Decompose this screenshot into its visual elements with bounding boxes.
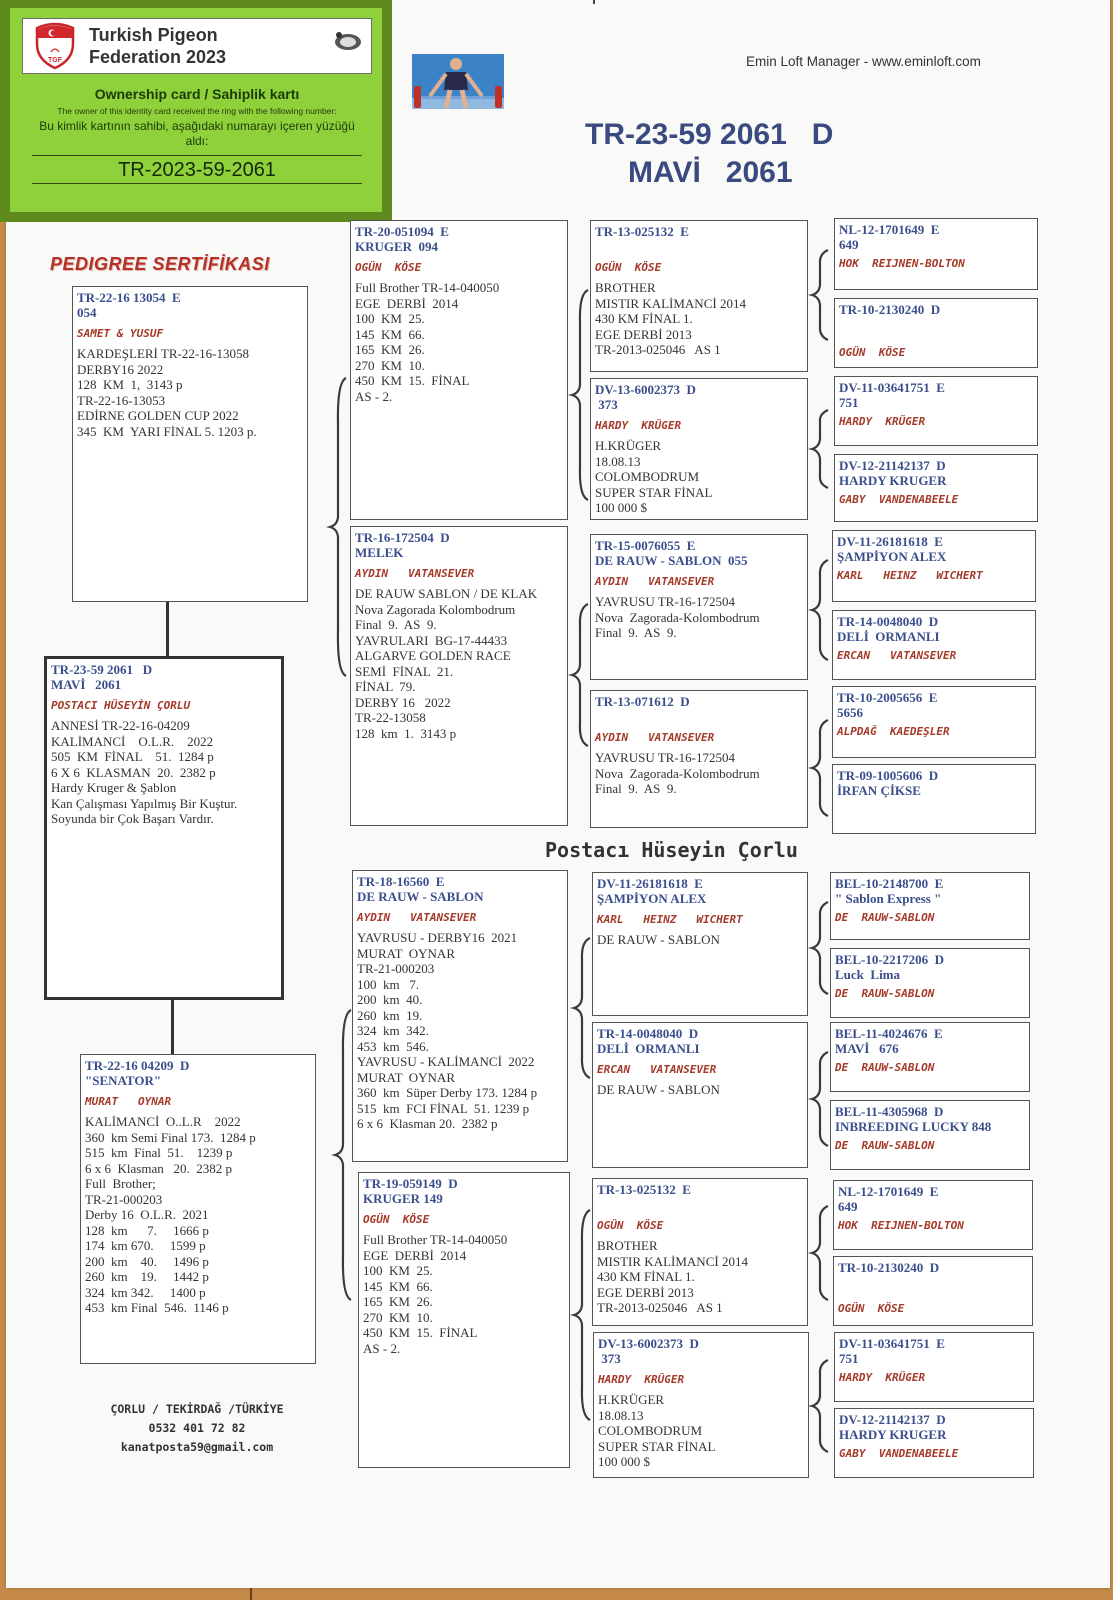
card-ring-number: TR-2023-59-2061	[32, 155, 362, 184]
breeder-name: POSTACI HÜSEYİN ÇORLU	[51, 699, 191, 712]
bird-notes: KARDEŞLERİ TR-22-16-13058 DERBY16 2022 128 KM 1, 3143 p TR-22-16-13053 EDİRNE GOLDEN CUP 2022 345 KM YARI FİNAL 5. 1203 p.	[77, 346, 257, 439]
gen4-box-10	[830, 948, 1030, 1018]
gen4-box-7	[832, 686, 1036, 758]
ring-number: TR-09-1005606 D İRFAN ÇİKSE	[837, 768, 939, 798]
weightlifter-image	[412, 54, 504, 109]
ring-number: DV-11-03641751 E 751	[839, 1336, 945, 1366]
bird-notes: DE RAUW - SABLON	[597, 1082, 720, 1097]
gen4-box-15	[834, 1332, 1034, 1402]
ring-number: DV-11-03641751 E 751	[839, 380, 945, 410]
bracket-icon	[812, 250, 828, 340]
ring-number: DV-13-6002373 D 373	[598, 1336, 699, 1366]
bird-notes: DE RAUW SABLON / DE KLAK Nova Zagorada Kolombodrum Final 9. AS 9. YAVRULARI BG-17-44433 ALGARVE GOLDEN RACE SEMİ FİNAL 21. FİNAL 79. DERBY 16 2022 TR-22-13058 128 km 1. 3143 p	[355, 586, 538, 741]
bird-notes: Full Brother TR-14-040050 EGE DERBİ 2014 100 KM 25. 145 KM 66. 165 KM 26. 270 KM 10. 450 KM 15. FİNAL AS - 2.	[355, 280, 500, 404]
sire-box	[72, 286, 308, 602]
ring-number: NL-12-1701649 E 649	[838, 1184, 939, 1214]
gen4-box-5	[832, 530, 1036, 602]
breeder-name: KARL HEINZ WICHERT	[837, 569, 983, 582]
breeder-name: HARDY KRÜGER	[595, 419, 682, 432]
gen4-box-12	[830, 1100, 1030, 1170]
breeder-name: MURAT OYNAR	[85, 1095, 172, 1108]
breeder-name: DE RAUW-SABLON	[835, 911, 935, 924]
ring-number: TR-14-0048040 D DELİ ORMANLI	[597, 1026, 700, 1056]
contact-location: ÇORLU / TEKİRDAĞ /TÜRKİYE	[110, 1402, 284, 1416]
document-title-name: MAVİ 2061	[628, 156, 793, 189]
ring-number: TR-13-025132 E	[597, 1182, 691, 1197]
ring-number: TR-13-071612 D	[595, 694, 690, 709]
breeder-name: SAMET & YUSUF	[77, 327, 164, 340]
breeder-name: GABY VANDENABEELE	[839, 493, 959, 506]
bracket-icon	[812, 1360, 828, 1452]
bracket-icon	[812, 902, 828, 994]
ring-number: BEL-10-2148700 E " Sablon Express "	[835, 876, 944, 906]
ownership-card-body	[10, 8, 382, 212]
bracket-icon	[812, 410, 828, 488]
ring-number: DV-13-6002373 D 373	[595, 382, 696, 412]
gen4-box-14	[833, 1256, 1033, 1326]
bird-notes: YAVRUSU - DERBY16 2021 MURAT OYNAR TR-21-000203 100 km 7. 200 km 40. 260 km 19. 324 km 342. 453 km 546. YAVRUSU - KALİMANCİ 2022 MURAT OYNAR 360 km Süper Derby 173. 1284 p 515 km FCI FİNAL 51. 1239 p 6 x 6 Klasman 20. 2382 p	[357, 930, 538, 1131]
bird-notes: H.KRÜGER 18.08.13 COLOMBODRUM SUPER STAR FİNAL 100 000 $	[595, 438, 713, 515]
card-turkish-text: Bu kimlik kartının sahibi, aşağıdaki numarayı içeren yüzüğü aldı:	[39, 119, 355, 148]
brand-link[interactable]: Emin Loft Manager - www.eminloft.com	[746, 54, 981, 69]
bird-notes: YAVRUSU TR-16-172504 Nova Zagorada-Kolombodrum Final 9. AS 9.	[595, 750, 760, 796]
bird-notes: YAVRUSU TR-16-172504 Nova Zagorada-Kolombodrum Final 9. AS 9.	[595, 594, 760, 640]
ownership-card-header	[22, 18, 372, 74]
ring-number: TR-22-16 13054 E 054	[77, 290, 181, 320]
card-subtitle: Ownership card / Sahiplik kartı	[94, 86, 300, 102]
bracket-icon	[572, 604, 588, 746]
breeder-name: HOK REIJNEN-BOLTON	[838, 1219, 964, 1232]
bird-notes: H.KRÜGER 18.08.13 COLOMBODRUM SUPER STAR FİNAL 100 000 $	[598, 1392, 716, 1469]
ring-number: DV-11-26181618 E ŞAMPİYON ALEX	[837, 534, 947, 564]
breeder-name: HOK REIJNEN-BOLTON	[839, 257, 965, 270]
certificate-title: PEDIGREE SERTİFİKASI	[50, 254, 270, 274]
breeder-name: HARDY KRÜGER	[839, 415, 926, 428]
gen3-box-8	[593, 1332, 809, 1478]
gen3-box-3	[590, 534, 808, 680]
bracket-icon	[812, 1206, 828, 1300]
breeder-name: DE RAUW-SABLON	[835, 987, 935, 1000]
bracket-icon	[335, 1010, 351, 1300]
sire-connector	[166, 602, 169, 656]
breeder-name: OGÜN KÖSE	[838, 1302, 905, 1315]
ring-number: TR-22-16 04209 D "SENATOR"	[85, 1058, 190, 1088]
contact-email[interactable]: kanatposta59@gmail.com	[120, 1440, 274, 1454]
grandsire-paternal-box	[350, 220, 568, 520]
granddam-paternal-box	[350, 526, 568, 826]
main-bird-box	[44, 656, 284, 1000]
ring-number: TR-15-0076055 E DE RAUW - SABLON 055	[595, 538, 748, 568]
gen4-box-4	[834, 454, 1038, 522]
gen4-box-13	[833, 1180, 1033, 1250]
ring-number: BEL-11-4024676 E MAVİ 676	[835, 1026, 943, 1056]
ownership-card	[0, 0, 392, 222]
ring-number: TR-16-172504 D MELEK	[355, 530, 450, 560]
gen4-box-16	[834, 1408, 1034, 1478]
ring-number: DV-12-21142137 D HARDY KRUGER	[839, 1412, 947, 1442]
card-english-text: The owner of this identity card received the ring with the following number:	[57, 106, 337, 116]
bird-notes: ANNESİ TR-22-16-04209 KALİMANCİ O.L.R. 2022 505 KM FİNAL 51. 1284 p 6 X 6 KLASMAN 20. 2382 p Hardy Kruger & Şablon Kan Çalışması Yapılmış Bir Kuştur. Soyunda bir Çok Başarı Vardır.	[51, 718, 238, 826]
breeder-name: DE RAUW-SABLON	[835, 1139, 935, 1152]
breeder-name: AYDIN VATANSEVER	[595, 575, 715, 588]
tgf-logo-icon	[31, 22, 79, 70]
ring-number: TR-10-2130240 D	[838, 1260, 940, 1275]
breeder-name: DE RAUW-SABLON	[835, 1061, 935, 1074]
bracket-icon	[812, 720, 828, 816]
bracket-icon	[812, 1052, 828, 1146]
breeder-name: KARL HEINZ WICHERT	[597, 913, 743, 926]
breeder-name: OGÜN KÖSE	[595, 261, 662, 274]
breeder-name: AYDIN VATANSEVER	[357, 911, 477, 924]
gen4-box-2	[834, 298, 1038, 368]
bracket-icon	[574, 938, 590, 1078]
contact-phone: 0532 401 72 82	[148, 1421, 246, 1435]
gen3-box-1	[590, 220, 808, 372]
gen4-box-11	[830, 1022, 1030, 1092]
breeder-name: GABY VANDENABEELE	[839, 1447, 959, 1460]
gen3-box-4	[590, 690, 808, 828]
bracket-icon	[574, 1210, 590, 1420]
ring-number: TR-13-025132 E	[595, 224, 689, 239]
ring-number: NL-12-1701649 E 649	[839, 222, 940, 252]
ring-number: TR-23-59 2061 D MAVİ 2061	[51, 662, 153, 692]
gen3-box-7	[592, 1178, 808, 1326]
dam-connector	[171, 998, 174, 1054]
grandsire-maternal-box	[352, 870, 568, 1162]
gen4-box-8	[832, 764, 1036, 834]
document-title-ring: TR-23-59 2061 D	[585, 118, 834, 151]
bracket-icon	[572, 290, 588, 500]
owner-name-center: Postacı Hüseyin Çorlu	[545, 838, 798, 862]
pigeon-icon	[333, 29, 363, 51]
gen4-box-1	[834, 218, 1038, 290]
ring-number: BEL-10-2217206 D Luck Lima	[835, 952, 945, 982]
ring-number: BEL-11-4305968 D INBREEDING LUCKY 848	[835, 1104, 992, 1134]
bracket-icon	[812, 560, 828, 660]
card-title-line1: Turkish Pigeon	[89, 25, 218, 45]
breeder-name: OGÜN KÖSE	[839, 346, 906, 359]
ring-number: TR-10-2130240 D	[839, 302, 941, 317]
breeder-name: AYDIN VATANSEVER	[595, 731, 715, 744]
ring-number: TR-14-0048040 D DELİ ORMANLI	[837, 614, 940, 644]
breeder-name: ALPDAĞ KAEDEŞLER	[837, 725, 950, 738]
gen4-box-9	[830, 872, 1030, 940]
bracket-icon	[330, 378, 346, 676]
granddam-maternal-box	[358, 1172, 570, 1468]
ring-number: TR-19-059149 D KRUGER 149	[363, 1176, 458, 1206]
ring-number: TR-18-16560 E DE RAUW - SABLON	[357, 874, 484, 904]
breeder-name: ERCAN VATANSEVER	[597, 1063, 717, 1076]
svg-text:TGF: TGF	[48, 57, 62, 64]
table-edge	[250, 1588, 252, 1600]
card-title-line2: Federation 2023	[89, 47, 227, 67]
staple-mark	[593, 0, 595, 4]
breeder-name: HARDY KRÜGER	[598, 1373, 685, 1386]
breeder-name: AYDIN VATANSEVER	[355, 567, 475, 580]
bird-notes: KALİMANCİ O..L.R 2022 360 km Semi Final 173. 1284 p 515 km Final 51. 1239 p 6 x 6 Klasman 20. 2382 p Full Brother; TR-21-000203 Derby 16 O.L.R. 2021 128 km 7. 1666 p 174 km 670. 1599 p 200 km 40. 1496 p 260 km 19. 1442 p 324 km 342. 1400 p 453 km Final 546. 1146 p	[85, 1114, 256, 1315]
gen3-box-5	[592, 872, 808, 1016]
breeder-name: OGÜN KÖSE	[355, 261, 422, 274]
contact-info	[92, 1400, 302, 1457]
ring-number: DV-11-26181618 E ŞAMPİYON ALEX	[597, 876, 707, 906]
breeder-name: ERCAN VATANSEVER	[837, 649, 957, 662]
bird-notes: DE RAUW - SABLON	[597, 932, 720, 947]
gen3-box-2	[590, 378, 808, 520]
gen4-box-6	[832, 610, 1036, 680]
bird-notes: BROTHER MISTIR KALİMANCİ 2014 430 KM FİNAL 1. EGE DERBİ 2013 TR-2013-025046 AS 1	[595, 280, 746, 357]
ring-number: TR-20-051094 E KRUGER 094	[355, 224, 449, 254]
gen3-box-6	[592, 1022, 808, 1168]
gen4-box-3	[834, 376, 1038, 446]
ring-number: DV-12-21142137 D HARDY KRUGER	[839, 458, 947, 488]
breeder-name: HARDY KRÜGER	[839, 1371, 926, 1384]
ring-number: TR-10-2005656 E 5656	[837, 690, 938, 720]
bird-notes: BROTHER MISTIR KALİMANCİ 2014 430 KM FİNAL 1. EGE DERBİ 2013 TR-2013-025046 AS 1	[597, 1238, 748, 1315]
bird-notes: Full Brother TR-14-040050 EGE DERBİ 2014 100 KM 25. 145 KM 66. 165 KM 26. 270 KM 10. 450 KM 15. FİNAL AS - 2.	[363, 1232, 508, 1356]
breeder-name: OGÜN KÖSE	[597, 1219, 664, 1232]
dam-box	[80, 1054, 316, 1364]
breeder-name: OGÜN KÖSE	[363, 1213, 430, 1226]
